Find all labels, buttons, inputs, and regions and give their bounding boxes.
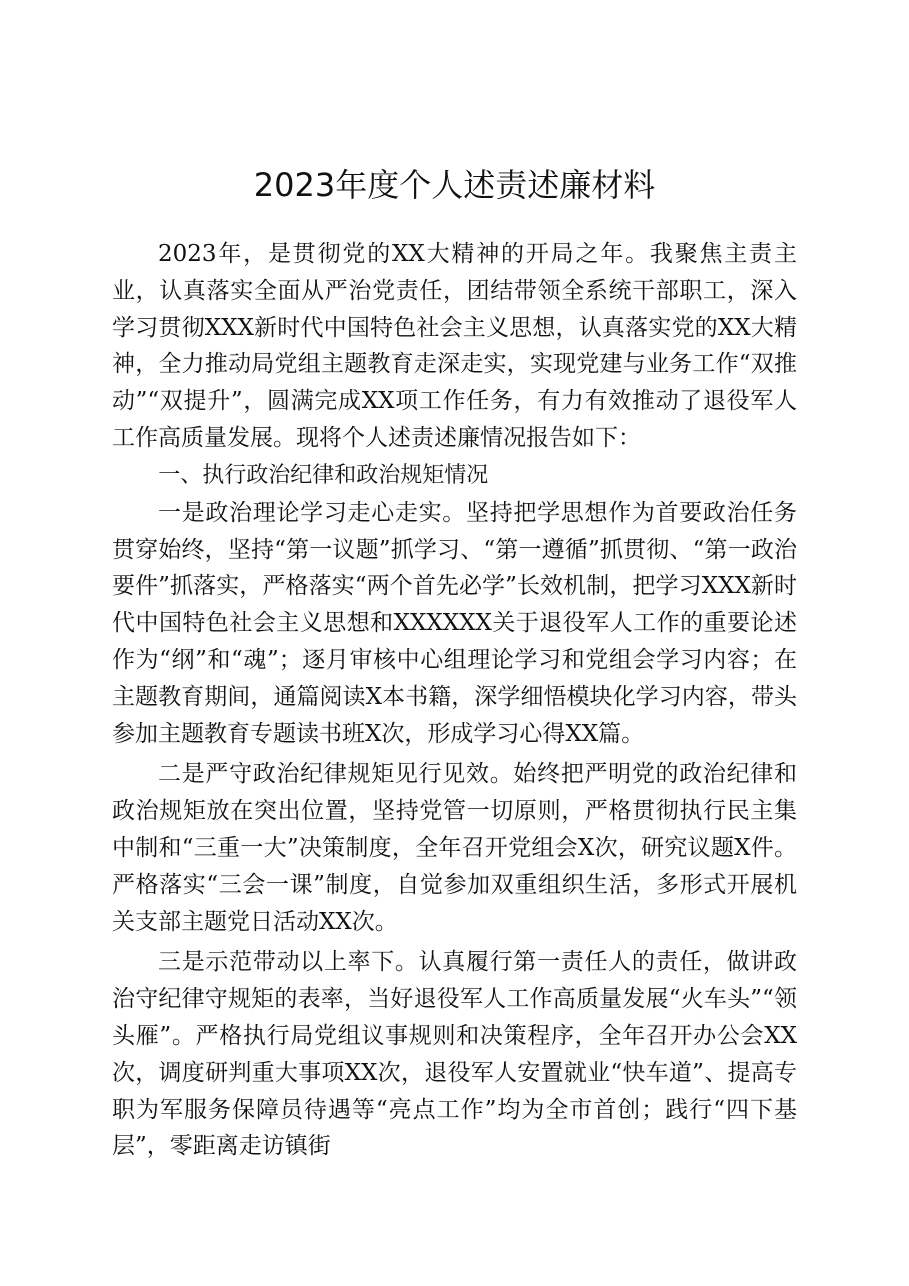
section-heading-1: 一、执行政治纪律和政治规矩情况: [158, 462, 489, 488]
intro-paragraph: 2023年，是贯彻党的XX大精神的开局之年。我聚焦主责主业，认真落实全面从严治党责任，团结带领全系统干部职工，深入学习贯彻XXX新时代中国特色社会主义思想，认真落实党的XX大精神，全力推动局党组主题教育走深走实，实现党建与业务工作“双推动”“双提升”，圆满完成XX项工作任务，有力有效推动了退役军人工作高质量发展。现将个人述责述廉情况报告如下：: [112, 241, 797, 451]
document-title: 2023年度个人述责述廉材料: [253, 166, 656, 204]
paragraph-leading-by-example: 三是示范带动以上率下。认真履行第一责任人的责任，做讲政治守纪律守规矩的表率，当好退役军人工作高质量发展“火车头”“领头雁”。严格执行局党组议事规则和决策程序，全年召开办公会XX次，调度研判重大事项XX次，退役军人安置就业“快车道”、提高专职为军服务保障员待遇等“亮点工作”均为全市首创；践行“四下基层”，零距离走访镇街: [112, 949, 797, 1160]
paragraph-political-discipline: 二是严守政治纪律规矩见行见效。始终把严明党的政治纪律和政治规矩放在突出位置，坚持党管一切原则，严格贯彻执行民主集中制和“三重一大”决策制度，全年召开党组会X次，研究议题X件。严格落实“三会一课”制度，自觉参加双重组织生活，多形式开展机关支部主题党日活动XX次。: [112, 761, 797, 935]
paragraph-political-theory: 一是政治理论学习走心走实。坚持把学思想作为首要政治任务贯穿始终，坚持“第一议题”抓学习、“第一遵循”抓贯彻、“第一政治要件”抓落实，严格落实“两个首先必学”长效机制，把学习XXX新时代中国特色社会主义思想和XXXXXX关于退役军人工作的重要论述作为“纲”和“魂”；逐月审核中心组理论学习和党组会学习内容；在主题教育期间，通篇阅读X本书籍，深学细悟模块化学习内容，带头参加主题教育专题读书班X次，形成学习心得XX篇。: [112, 499, 797, 747]
document-body: [112, 236, 797, 1165]
